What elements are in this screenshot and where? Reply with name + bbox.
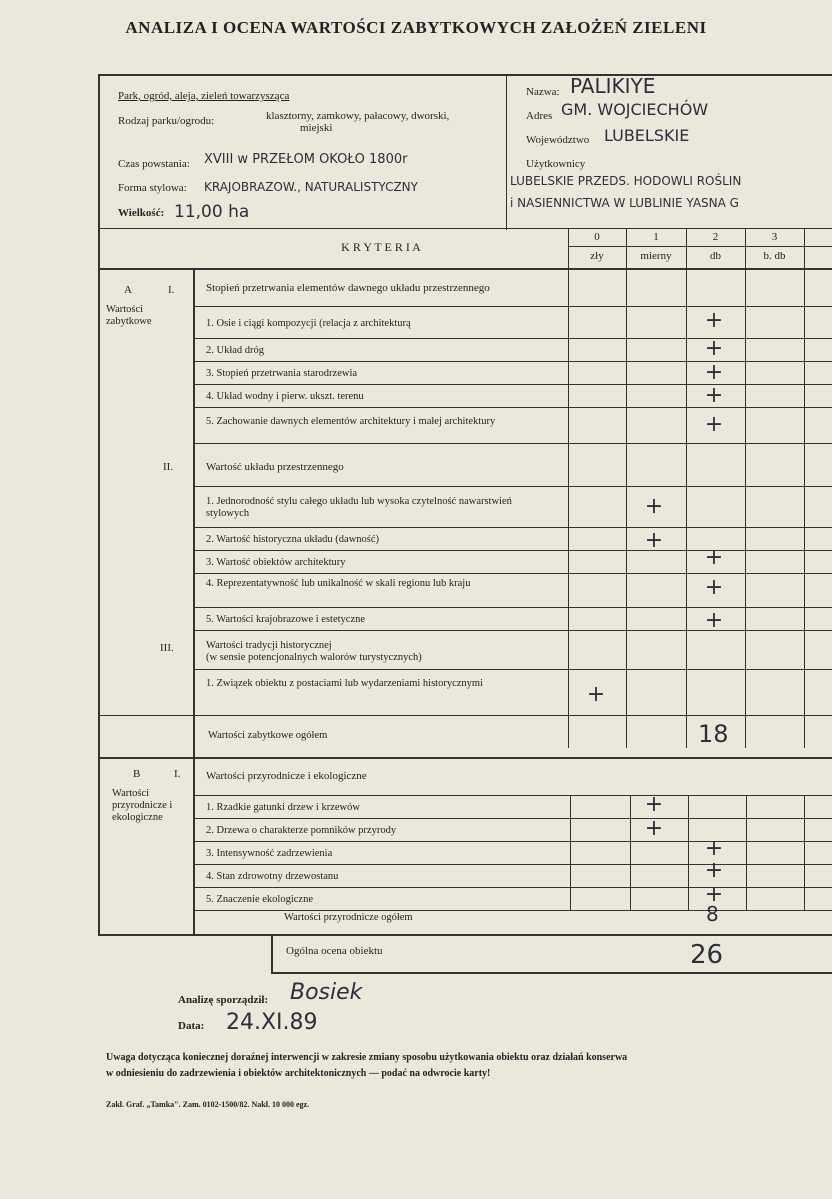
name-value: PALIKIYE [570, 74, 656, 98]
creation-date-label: Czas powstania: [118, 158, 190, 170]
section-a-letter: A [124, 284, 132, 296]
row-a2-5: 5. Wartości krajobrazowe i estetyczne [206, 614, 366, 625]
row-a2-3: 3. Wartość obiektów architektury [206, 557, 346, 568]
section-a-name: Wartości zabytkowe [106, 304, 152, 327]
category-col-divider [193, 270, 195, 936]
section-b-letter: B [133, 768, 141, 780]
rule [195, 527, 832, 528]
voivodeship-value: LUBELSKIE [604, 126, 690, 145]
row-b-4: 4. Stan zdrowotny drzewostanu [206, 871, 339, 882]
section-b-name: Wartości przyrodnicze i ekologiczne [112, 788, 173, 823]
rule [195, 573, 832, 574]
total-a-label: Wartości zabytkowe ogółem [208, 730, 328, 741]
form-title: ANALIZA I OCENA WARTOŚCI ZABYTKOWYCH ZAŁOŻEŃ ZIELENI [125, 18, 707, 37]
rating-mark: + [704, 383, 724, 408]
rule [195, 306, 832, 307]
rating-mark: + [704, 608, 724, 633]
criteria-bottom [98, 268, 832, 270]
users-value-1: LUBELSKIE PRZEDS. HODOWLI ROŚLIN [510, 174, 742, 188]
rating-mark: + [704, 836, 724, 861]
rule [195, 669, 832, 670]
rating-mark: + [644, 792, 664, 817]
header-divider [506, 74, 507, 230]
criteria-heading: K R Y T E R I A [341, 240, 421, 254]
col-3-num: 3 [771, 231, 778, 243]
group-a3-title: Wartości tradycji historycznej [206, 640, 332, 651]
frame-top [98, 74, 832, 76]
rating-mark: + [586, 682, 606, 707]
col-0-name: zły [590, 250, 604, 262]
printer-info: Zakł. Graf. „Tamka". Zam. 0102-1500/82. Nakł. 10 000 egz. [106, 1100, 310, 1109]
row-a2-1: 1. Jednorodność stylu całego układu lub wysoka czytelność nawarstwień stylowych [206, 496, 512, 519]
criteria-top [98, 228, 832, 229]
prepared-label: Analizę sporządził: [178, 994, 269, 1006]
size-label: Wielkość: [118, 207, 165, 219]
users-value-2: i NASIENNICTWA W LUBLINIE YASNA G [510, 196, 739, 210]
b-col-3-right [804, 795, 805, 910]
col-2-num: 2 [712, 231, 719, 243]
note-line-2: w odniesieniu do zadrzewienia i obiektów architektonicznych — podać na odwrocie karty! [106, 1068, 491, 1079]
group-b1-title: Wartości przyrodnicze i ekologiczne [206, 770, 367, 782]
group-a3-title-2: (w sensie potencjonalnych walorów turystycznych) [206, 652, 422, 663]
row-a1-1: 1. Osie i ciągi kompozycji (relacja z architekturą [206, 318, 411, 329]
col-1-name: mierny [640, 250, 672, 262]
rule [195, 795, 832, 796]
overall-box-bottom [271, 972, 832, 974]
creation-date-value: XVIII w PRZEŁOM OKOŁO 1800r [204, 152, 408, 167]
rating-mark: + [704, 308, 724, 333]
b-col-3-left [746, 795, 747, 910]
rule [195, 818, 832, 819]
rule [195, 910, 832, 911]
b-col-0-left [570, 795, 571, 910]
rating-mark: + [704, 412, 724, 437]
overall-value: 26 [690, 940, 724, 970]
row-a1-2: 2. Układ dróg [206, 345, 265, 356]
row-a2-2: 2. Wartość historyczna układu (dawność) [206, 534, 380, 545]
section-a-roman: I. [168, 284, 175, 296]
date-label: Data: [178, 1020, 205, 1032]
row-a1-5: 5. Zachowanie dawnych elementów architektury i małej architektury [206, 416, 496, 427]
users-label: Użytkownicy [526, 158, 586, 170]
section-a-ii-roman: II. [163, 461, 174, 473]
rating-mark: + [704, 858, 724, 883]
rule [100, 715, 832, 716]
total-a-value: 18 [698, 720, 729, 748]
rule [98, 757, 832, 759]
park-kind-options-2: miejski [300, 122, 333, 134]
voivodeship-label: Województwo [526, 134, 590, 146]
rule [195, 486, 832, 487]
style-form-value: KRAJOBRAZOW., NATURALISTYCZNY [204, 180, 418, 194]
rule [195, 443, 832, 444]
col-0-num: 0 [594, 231, 600, 243]
object-type-line: Park, ogród, aleja, zieleń towarzysząca [118, 90, 290, 102]
rating-mark: + [644, 816, 664, 841]
row-a3-1: 1. Związek obiektu z postaciami lub wydarzeniami historycznymi [206, 678, 483, 689]
name-label: Nazwa: [526, 86, 560, 98]
col-3-name: b. db [763, 250, 786, 262]
frame-left [98, 74, 100, 936]
total-b-value: 8 [706, 902, 719, 926]
rating-mark: + [704, 575, 724, 600]
address-value: GM. WOJCIECHÓW [561, 100, 709, 119]
section-b-roman: I. [174, 768, 181, 780]
rating-mark: + [704, 545, 724, 570]
col-1-num: 1 [653, 231, 659, 243]
row-b-2: 2. Drzewa o charakterze pomników przyrody [206, 825, 397, 836]
col-2-name: db [710, 250, 721, 262]
rating-mark: + [704, 360, 724, 385]
overall-label: Ogólna ocena obiektu [286, 945, 383, 957]
rating-mark: + [644, 494, 664, 519]
row-a1-4: 4. Układ wodny i pierw. ukszt. terenu [206, 391, 364, 402]
col-num-row [568, 246, 832, 247]
rating-mark: + [704, 336, 724, 361]
note-line-1: Uwaga dotycząca koniecznej doraźnej interwencji w zakresie zmiany sposobu użytkowania obiektu oraz działań konserwa [106, 1052, 628, 1063]
total-b-label: Wartości przyrodnicze ogółem [284, 912, 413, 923]
rule [98, 934, 832, 936]
row-b-1: 1. Rzadkie gatunki drzew i krzewów [206, 802, 360, 813]
row-b-5: 5. Znaczenie ekologiczne [206, 894, 313, 905]
style-form-label: Forma stylowa: [118, 182, 187, 194]
rating-mark: + [704, 882, 724, 907]
size-value: 11,00 ha [174, 202, 250, 222]
section-a-iii-roman: III. [160, 642, 174, 654]
row-a2-4: 4. Reprezentatywność lub unikalność w skali regionu lub kraju [206, 578, 471, 589]
park-kind-options: klasztorny, zamkowy, pałacowy, dworski, [266, 110, 450, 122]
group-a1-title: Stopień przetrwania elementów dawnego układu przestrzennego [206, 282, 490, 294]
rating-mark: + [644, 528, 664, 553]
overall-box-left [271, 934, 273, 974]
row-b-3: 3. Intensywność zadrzewienia [206, 848, 333, 859]
park-kind-label: Rodzaj parku/ogrodu: [118, 115, 215, 127]
group-a2-title: Wartość układu przestrzennego [206, 461, 344, 473]
address-label: Adres [526, 110, 553, 122]
date-value: 24.XI.89 [226, 1010, 318, 1035]
prepared-signature: Bosiek [290, 980, 363, 1005]
row-a1-3: 3. Stopień przetrwania starodrzewia [206, 368, 358, 379]
